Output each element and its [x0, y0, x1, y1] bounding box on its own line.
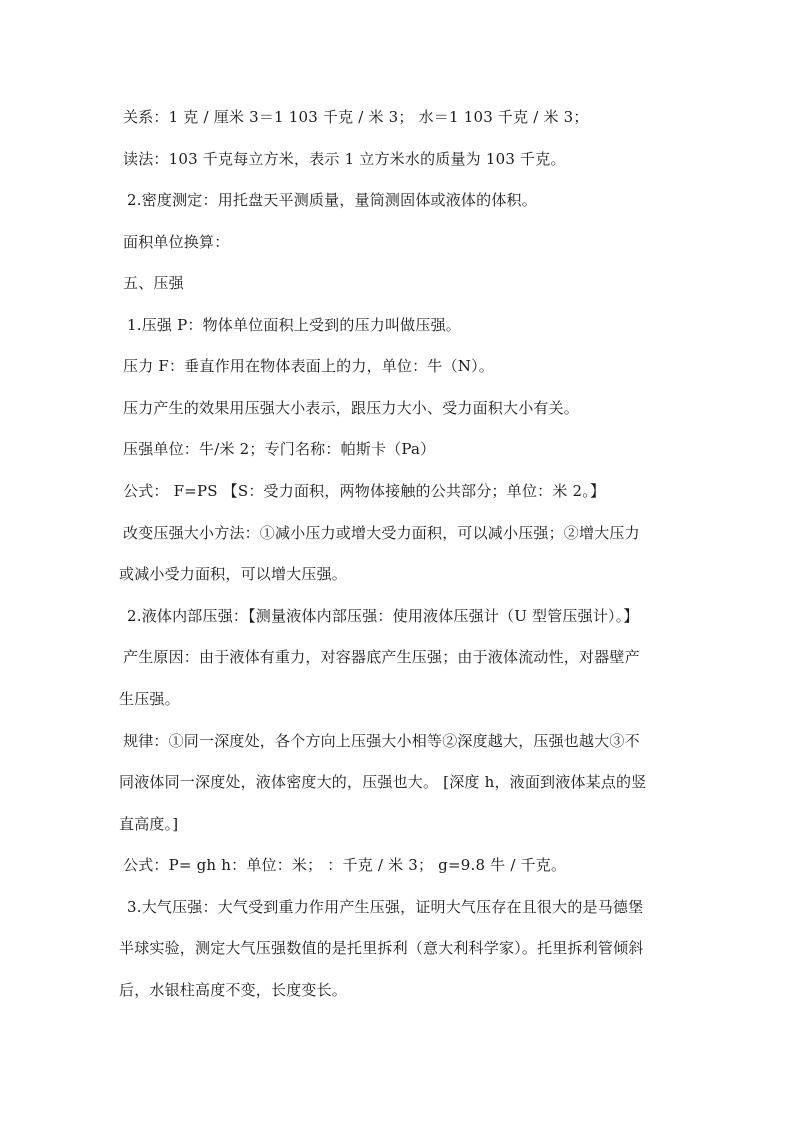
text-line-density-measurement: 2.密度测定：用托盘天平测质量，量筒测固体或液体的体积。	[127, 191, 537, 209]
text-line-change-pressure-1: 改变压强大小方法：①减小压力或增大受力面积，可以减小压强；②增大压力	[123, 524, 640, 542]
text-line-pressure-definition: 1.压强 P：物体单位面积上受到的压力叫做压强。	[127, 316, 461, 334]
text-line-pressure-unit: 压强单位：牛/米 2；专门名称：帕斯卡（Pa）	[123, 440, 436, 458]
text-line-liquid-formula: 公式：P= gh h：单位：米； ：千克 / 米 3； g=9.8 牛 / 千克。	[123, 856, 567, 874]
text-line-rule-2: 同液体同一深度处，液体密度大的，压强也大。 [深度 h，液面到液体某点的竖	[119, 773, 647, 791]
text-line-rule-3: 直高度。]	[119, 815, 179, 833]
text-line-change-pressure-2: 或减小受力面积，可以增大压强。	[119, 565, 348, 583]
text-line-pressure-effect: 压力产生的效果用压强大小表示，跟压力大小、受力面积大小有关。	[123, 399, 580, 417]
section-heading-pressure: 五、压强	[123, 274, 184, 292]
text-line-density-relation: 关系：1 克 / 厘米 3＝1 103 千克 / 米 3； 水＝1 103 千克 / 米 3；	[123, 108, 589, 126]
text-line-area-unit-conversion: 面积单位换算：	[123, 233, 230, 251]
text-line-atmospheric-1: 3.大气压强：大气受到重力作用产生压强，证明大气压存在且很大的是马德堡	[127, 898, 644, 916]
text-line-liquid-pressure: 2.液体内部压强：【测量液体内部压强：使用液体压强计（U 型管压强计）。】	[127, 607, 639, 625]
text-line-atmospheric-2: 半球实验，测定大气压强数值的是托里拆利（意大利科学家）。托里拆利管倾斜	[119, 939, 644, 957]
text-line-cause-1: 产生原因：由于液体有重力，对容器底产生压强；由于液体流动性，对器壁产	[123, 648, 640, 666]
text-line-rule-1: 规律：①同一深度处，各个方向上压强大小相等②深度越大，压强也越大③不	[123, 732, 640, 750]
text-line-cause-2: 生压强。	[119, 690, 180, 708]
text-line-density-reading: 读法：103 千克每立方米，表示 1 立方米水的质量为 103 千克。	[123, 150, 566, 168]
text-line-force-definition: 压力 F：垂直作用在物体表面上的力，单位：牛（N）。	[123, 357, 495, 375]
text-line-atmospheric-3: 后，水银柱高度不变，长度变长。	[119, 981, 348, 999]
text-line-pressure-formula: 公式： F=PS 【S：受力面积，两物体接触的公共部分；单位：米 2。】	[123, 482, 606, 500]
